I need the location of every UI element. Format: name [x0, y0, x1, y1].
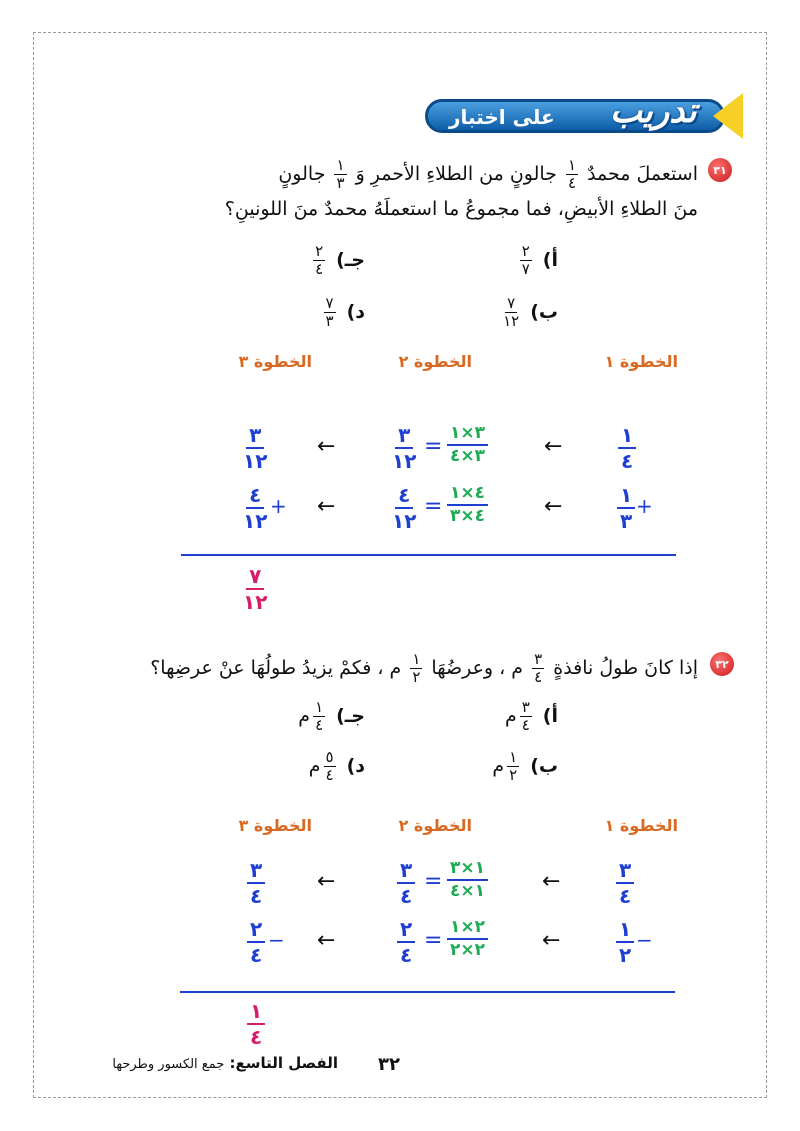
arrow-icon: ← — [544, 494, 563, 519]
minus-sign: − — [268, 928, 285, 952]
q31-text-a: استعملَ محمدٌ — [587, 163, 698, 185]
unit-label: م — [492, 755, 505, 777]
q32-row1-step3-fraction — [247, 860, 265, 906]
banner-arrow-icon — [713, 93, 743, 139]
denominator: ٣ — [325, 312, 334, 330]
option-fraction — [520, 700, 532, 733]
q32-answer-fraction — [247, 1001, 265, 1047]
plus-sign: + — [636, 494, 653, 518]
option-label: جـ) — [336, 249, 365, 271]
numerator: ٤ — [395, 485, 413, 509]
denominator: ٢ — [509, 766, 518, 784]
q31-row1-step3-fraction — [243, 425, 267, 471]
chapter-footer — [112, 1054, 338, 1072]
option-label: جـ) — [336, 705, 365, 727]
numerator: ١ — [412, 650, 421, 668]
numerator: ٤×١ — [447, 485, 488, 506]
denominator: ٤ — [250, 884, 263, 908]
question-31-line-2: منَ الطلاءِ الأبيضِ، فما مجموعُ ما استعملَهُ محمدٌ منَ اللونينِ؟ — [224, 198, 698, 220]
denominator: ٤ — [621, 449, 634, 473]
denominator: ٤ — [250, 943, 263, 967]
banner-deco-word: تدريب — [610, 91, 697, 131]
arrow-icon: ← — [317, 928, 336, 953]
denominator: ٣ — [336, 174, 345, 192]
denominator: ٢ — [619, 943, 632, 967]
q32-step-1-label: الخطوة ١ — [604, 816, 678, 835]
option-label: أ) — [542, 705, 558, 727]
denominator: ١٢ — [392, 449, 417, 473]
arrow-icon: ← — [544, 434, 563, 459]
q32-row2-multiply — [447, 919, 488, 959]
q32-fraction-1 — [532, 652, 544, 685]
numerator: ٣ — [397, 860, 415, 884]
denominator: ٤ — [534, 668, 543, 686]
q31-option-b[interactable] — [500, 296, 558, 329]
numerator: ٣×١ — [447, 425, 488, 446]
option-fraction — [313, 244, 325, 277]
sum-line — [181, 554, 676, 556]
denominator: ٤ — [400, 943, 413, 967]
equals-sign: = — [424, 434, 443, 459]
numerator: ٧ — [507, 294, 516, 312]
unit-label: م — [308, 755, 321, 777]
q32-fraction-2 — [410, 652, 422, 685]
q32-step-2-label: الخطوة ٢ — [398, 816, 472, 835]
denominator: ٤ — [325, 766, 334, 784]
q31-row1-step1-fraction — [618, 425, 636, 471]
q31-row1-multiply — [447, 425, 488, 465]
arrow-icon: ← — [542, 928, 561, 953]
q31-option-d[interactable] — [321, 296, 366, 329]
numerator: ٢ — [521, 242, 530, 260]
q31-option-a[interactable] — [517, 244, 558, 277]
q31-row2-multiply — [447, 485, 488, 525]
numerator: ٧ — [246, 566, 264, 590]
difference-line — [180, 991, 675, 993]
denominator: ٤ — [315, 716, 324, 734]
arrow-icon: ← — [542, 869, 561, 894]
numerator: ٢×١ — [447, 919, 488, 940]
q32-option-d[interactable] — [309, 750, 365, 783]
denominator: ٤ — [619, 884, 632, 908]
denominator: ٧ — [521, 260, 530, 278]
denominator: ٤ — [250, 1025, 263, 1049]
q31-text-b: جالونٍ من الطلاءِ الأحمرِ وَ — [355, 163, 557, 185]
equals-sign: = — [424, 928, 443, 953]
q31-fraction-2 — [334, 158, 346, 191]
equals-sign: = — [424, 494, 443, 519]
option-label: د) — [346, 755, 365, 777]
numerator: ٢ — [397, 919, 415, 943]
numerator: ٣ — [521, 698, 530, 716]
numerator: ٢ — [315, 242, 324, 260]
numerator: ١ — [336, 156, 345, 174]
numerator: ٣ — [246, 425, 264, 449]
numerator: ١×٣ — [447, 860, 488, 881]
chapter-topic: جمع الكسور وطرحها — [112, 1057, 225, 1072]
option-label: أ) — [542, 249, 558, 271]
plus-sign: + — [270, 494, 287, 518]
minus-sign: − — [636, 928, 653, 952]
numerator: ١ — [509, 748, 518, 766]
question-32-line — [150, 652, 698, 685]
q32-text-c: م ، فكمْ يزيدُ طولُهَا عنْ عرضِها؟ — [150, 657, 402, 679]
equals-sign: = — [424, 869, 443, 894]
denominator: ١٢ — [243, 590, 268, 614]
denominator: ٣ — [620, 509, 633, 533]
unit-label: م — [504, 705, 517, 727]
q32-text-b: م ، وعرضُهَا — [431, 657, 524, 679]
page-number: ٣٢ — [378, 1054, 400, 1075]
denominator: ١٢ — [243, 449, 268, 473]
question-number-32: ٣٢ — [710, 652, 734, 676]
q32-row2-step1-fraction — [616, 919, 634, 965]
q32-row1-step1-fraction — [616, 860, 634, 906]
q32-row2-step3-fraction — [247, 919, 265, 965]
q31-answer-fraction — [243, 566, 267, 612]
numerator: ٣ — [395, 425, 413, 449]
q32-row1-multiply — [447, 860, 488, 900]
denominator: ٣×٤ — [450, 446, 486, 466]
arrow-icon: ← — [317, 494, 336, 519]
option-fraction — [507, 750, 519, 783]
q31-row2-result — [392, 485, 416, 531]
q31-option-c[interactable] — [310, 244, 365, 277]
arrow-icon: ← — [317, 434, 336, 459]
denominator: ١٢ — [503, 312, 520, 330]
denominator: ٢×٢ — [450, 940, 486, 960]
denominator: ٤ — [400, 884, 413, 908]
numerator: ١ — [618, 425, 636, 449]
q32-step-3-label: الخطوة ٣ — [238, 816, 312, 835]
option-fraction — [324, 296, 336, 329]
arrow-icon: ← — [317, 869, 336, 894]
q31-step-1-label: الخطوة ١ — [604, 352, 678, 371]
denominator: ٤ — [315, 260, 324, 278]
q31-step-2-label: الخطوة ٢ — [398, 352, 472, 371]
q32-option-a[interactable] — [505, 700, 558, 733]
numerator: ١ — [617, 485, 635, 509]
option-label: ب) — [530, 301, 558, 323]
numerator: ٣ — [247, 860, 265, 884]
question-31-line-1 — [278, 158, 698, 191]
numerator: ١ — [616, 919, 634, 943]
q31-fraction-1 — [566, 158, 578, 191]
q31-row2-step1-fraction — [617, 485, 635, 531]
option-fraction — [313, 700, 325, 733]
option-fraction — [520, 244, 532, 277]
numerator: ٥ — [325, 748, 334, 766]
chapter-label: الفصل التاسع: — [229, 1054, 338, 1072]
denominator: ١٢ — [243, 509, 268, 533]
q31-row2-step3-fraction — [243, 485, 267, 531]
section-banner — [425, 93, 743, 139]
q32-option-b[interactable] — [492, 750, 558, 783]
numerator: ١ — [247, 1001, 265, 1025]
q32-row1-result — [397, 860, 415, 906]
question-number-31: ٣١ — [708, 158, 732, 182]
q31-step-3-label: الخطوة ٣ — [238, 352, 312, 371]
option-fraction — [324, 750, 336, 783]
denominator: ٤ — [567, 174, 577, 192]
numerator: ٣ — [616, 860, 634, 884]
option-label: ب) — [530, 755, 558, 777]
numerator: ١ — [567, 156, 577, 174]
q31-row1-result — [392, 425, 416, 471]
denominator: ٢ — [412, 668, 421, 686]
numerator: ٣ — [534, 650, 543, 668]
unit-label: م — [298, 705, 311, 727]
denominator: ١×٤ — [450, 881, 486, 901]
q32-text-a: إذا كانَ طولُ نافذةٍ — [553, 657, 698, 679]
numerator: ٢ — [247, 919, 265, 943]
q32-row2-result — [397, 919, 415, 965]
banner-title: على اختبار — [449, 105, 555, 129]
numerator: ١ — [315, 698, 324, 716]
option-label: د) — [346, 301, 365, 323]
option-fraction — [503, 296, 519, 329]
denominator: ٤ — [521, 716, 530, 734]
numerator: ٤ — [246, 485, 264, 509]
denominator: ١٢ — [392, 509, 417, 533]
q31-text-c: جالونٍ — [278, 163, 326, 185]
numerator: ٧ — [325, 294, 334, 312]
denominator: ٤×٣ — [450, 506, 486, 526]
q32-option-c[interactable] — [298, 700, 365, 733]
